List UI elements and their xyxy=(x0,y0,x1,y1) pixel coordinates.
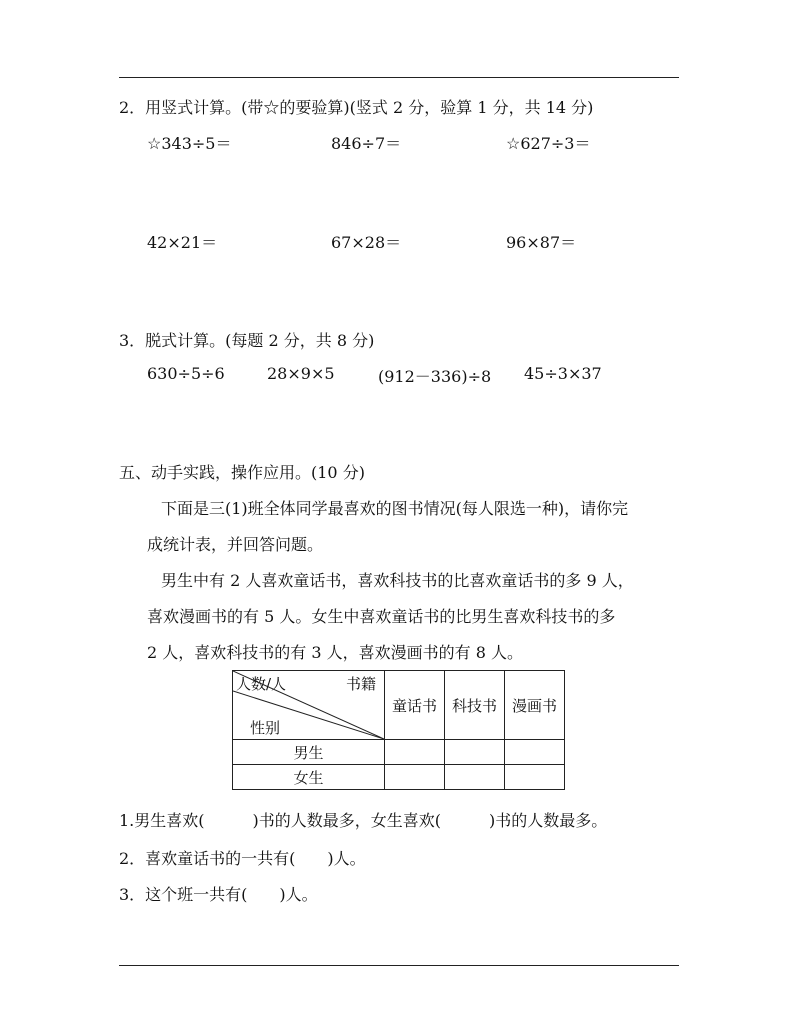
expr-row2-1: 42×21＝ xyxy=(147,233,218,252)
table-cell-blank[interactable] xyxy=(385,740,445,765)
top-rule xyxy=(119,77,679,78)
statistics-table xyxy=(232,670,565,790)
expr-row2-2: 67×28＝ xyxy=(331,233,402,252)
expr-row1-1: ☆343÷5＝ xyxy=(147,134,232,153)
column-header-fairy-tale: 童话书 xyxy=(385,671,445,740)
table-cell-blank[interactable] xyxy=(385,765,445,790)
table-cell-blank[interactable] xyxy=(505,765,565,790)
table-cell-blank[interactable] xyxy=(505,740,565,765)
intro-line-2: 成统计表，并回答问题。 xyxy=(147,535,324,554)
table-cell-blank[interactable] xyxy=(445,740,505,765)
table-row xyxy=(233,765,565,790)
row-header-boys: 男生 xyxy=(233,740,385,765)
question-2: 2．喜欢童话书的一共有( )人。 xyxy=(119,849,366,868)
question-3: 3．这个班一共有( )人。 xyxy=(119,885,318,904)
header-bottom: 性别 xyxy=(250,719,281,737)
bottom-rule xyxy=(119,965,679,966)
calc-item-2: 28×9×5 xyxy=(267,364,335,383)
calc-item-3: (912－336)÷8 xyxy=(378,367,492,386)
desc-line-2: 喜欢漫画书的有 5 人。女生中喜欢童话书的比男生喜欢科技书的多 xyxy=(147,607,616,626)
diagonal-header-cell xyxy=(233,671,385,740)
header-top-left: 人数/人 xyxy=(236,675,287,693)
column-header-science: 科技书 xyxy=(445,671,505,740)
question-1: 1.男生喜欢( )书的人数最多，女生喜欢( )书的人数最多。 xyxy=(119,811,608,830)
desc-line-1: 男生中有 2 人喜欢童话书，喜欢科技书的比喜欢童话书的多 9 人， xyxy=(161,571,634,590)
calc-item-4: 45÷3×37 xyxy=(524,364,602,383)
expr-row1-3: ☆627÷3＝ xyxy=(506,134,591,153)
section2-title: 2．用竖式计算。(带☆的要验算)(竖式 2 分，验算 1 分，共 14 分) xyxy=(119,98,594,117)
section3-title: 3．脱式计算。(每题 2 分，共 8 分) xyxy=(119,331,375,350)
desc-line-3: 2 人，喜欢科技书的有 3 人，喜欢漫画书的有 8 人。 xyxy=(147,643,523,662)
expr-row1-2: 846÷7＝ xyxy=(331,134,402,153)
table-row xyxy=(233,740,565,765)
column-header-comic: 漫画书 xyxy=(505,671,565,740)
intro-line-1: 下面是三(1)班全体同学最喜欢的图书情况(每人限选一种)，请你完 xyxy=(161,499,629,518)
row-header-girls: 女生 xyxy=(233,765,385,790)
expr-row2-3: 96×87＝ xyxy=(506,233,577,252)
table-cell-blank[interactable] xyxy=(445,765,505,790)
section5-title: 五、动手实践，操作应用。(10 分) xyxy=(119,463,365,482)
calc-item-1: 630÷5÷6 xyxy=(147,364,225,383)
header-top-right: 书籍 xyxy=(346,675,377,693)
